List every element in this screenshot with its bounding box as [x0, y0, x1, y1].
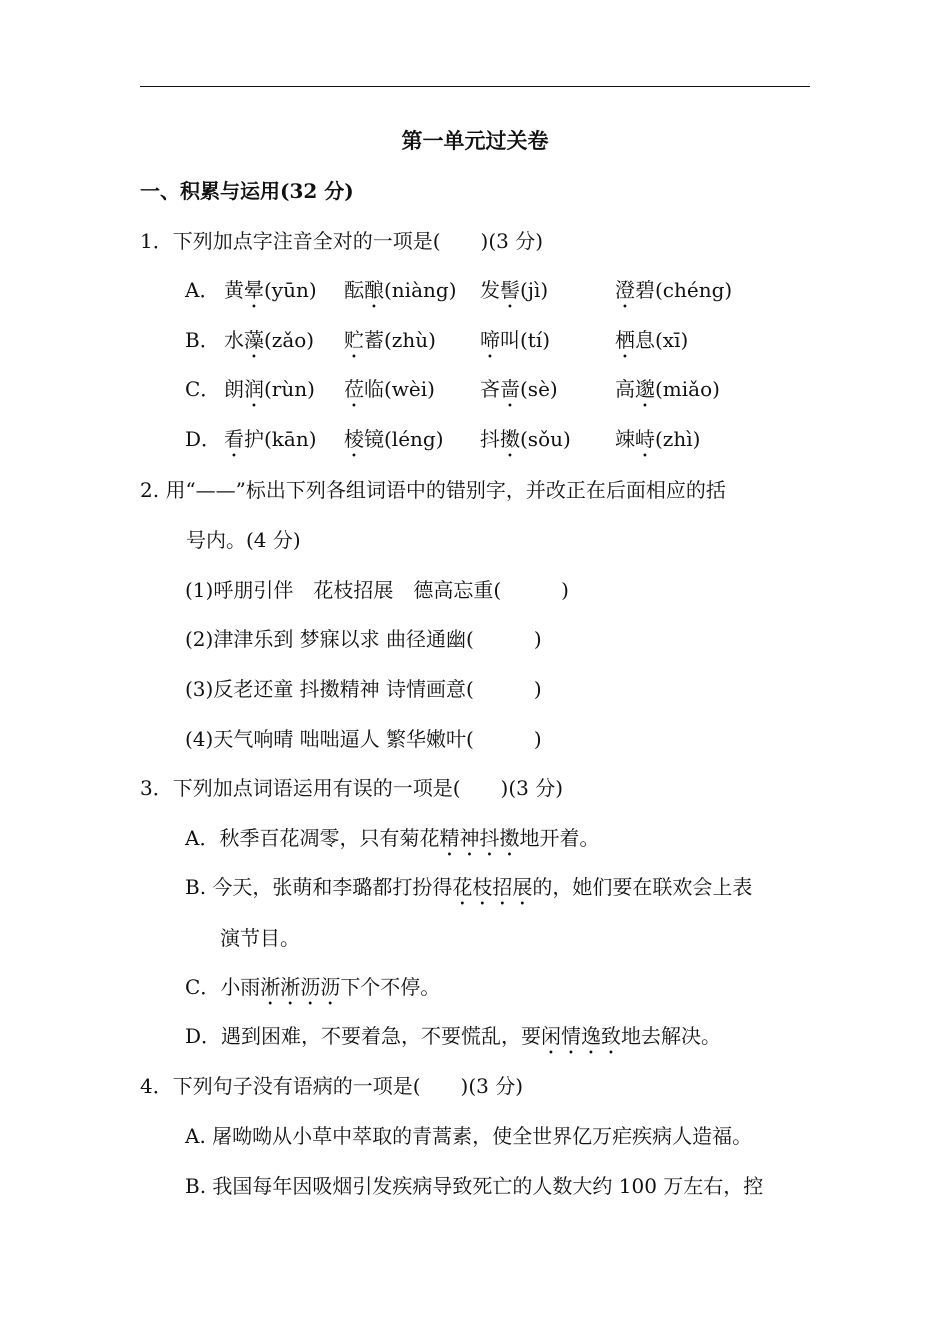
- header-rule: [140, 86, 810, 87]
- question-4-stem: 4．下列句子没有语病的一项是( )(3 分): [140, 1074, 524, 1098]
- option-label: D．: [185, 427, 222, 451]
- question-2-stem: 2. 用“——”标出下列各组词语中的错别字，并改正在后面相应的括: [140, 478, 726, 502]
- pinyin-item: 酝酿(niàng): [344, 278, 457, 302]
- pinyin-item: 澄碧(chéng): [615, 278, 733, 302]
- pinyin-item: 高邈(miǎo): [615, 377, 720, 401]
- option-label: C．: [185, 377, 221, 401]
- question-3-option-d: D．遇到困难，不要着急，不要慌乱，要闲情逸致地去解决。: [185, 1024, 722, 1048]
- pinyin-item: 吝啬(sè): [480, 377, 558, 401]
- question-2-item: (3)反老还童 抖擞精神 诗情画意( ): [185, 677, 542, 701]
- question-2-stem-cont: 号内。(4 分): [186, 528, 301, 552]
- pinyin-item: 贮蓄(zhù): [344, 328, 436, 352]
- question-3-option-b: B. 今天，张萌和李璐都打扮得花枝招展的，她们要在联欢会上表: [185, 875, 753, 899]
- pinyin-item: 栖息(xī): [615, 328, 689, 352]
- question-3-option-a: A．秋季百花凋零，只有菊花精神抖擞地开着。: [185, 826, 600, 850]
- page-title: 第一单元过关卷: [401, 128, 549, 153]
- pinyin-item: 发髻(jì): [480, 278, 549, 302]
- pinyin-item: 啼叫(tí): [480, 328, 551, 352]
- pinyin-item: 棱镜(léng): [344, 427, 444, 451]
- question-2-item: (1)呼朋引伴 花枝招展 德高忘重( ): [185, 578, 569, 602]
- question-3-option-c: C．小雨淅淅沥沥下个不停。: [185, 975, 441, 999]
- option-label: A．: [185, 278, 220, 302]
- pinyin-item: 黄晕(yūn): [224, 278, 317, 302]
- question-3-stem: 3．下列加点词语运用有误的一项是( )(3 分): [140, 776, 564, 800]
- question-2-item: (4)天气响晴 咄咄逼人 繁华嫩叶( ): [185, 727, 542, 751]
- pinyin-item: 抖擞(sǒu): [480, 427, 571, 451]
- pinyin-item: 水藻(zǎo): [224, 328, 315, 352]
- option-label: B．: [185, 328, 220, 352]
- question-4-option-a: A. 屠呦呦从小草中萃取的青蒿素，使全世界亿万疟疾病人造福。: [185, 1124, 753, 1148]
- pinyin-item: 竦峙(zhì): [615, 427, 701, 451]
- pinyin-item: 莅临(wèi): [344, 377, 435, 401]
- question-2-item: (2)津津乐到 梦寐以求 曲径通幽( ): [185, 627, 542, 651]
- pinyin-item: 朗润(rùn): [224, 377, 315, 401]
- question-4-option-b: B. 我国每年因吸烟引发疾病导致死亡的人数大约 100 万左右，控: [185, 1174, 764, 1198]
- question-3-option-b-cont: 演节目。: [220, 926, 300, 950]
- pinyin-item: 看护(kān): [224, 427, 317, 451]
- section-heading: 一、积累与运用(32 分): [140, 179, 354, 203]
- question-1-stem: 1．下列加点字注音全对的一项是( )(3 分): [140, 229, 544, 253]
